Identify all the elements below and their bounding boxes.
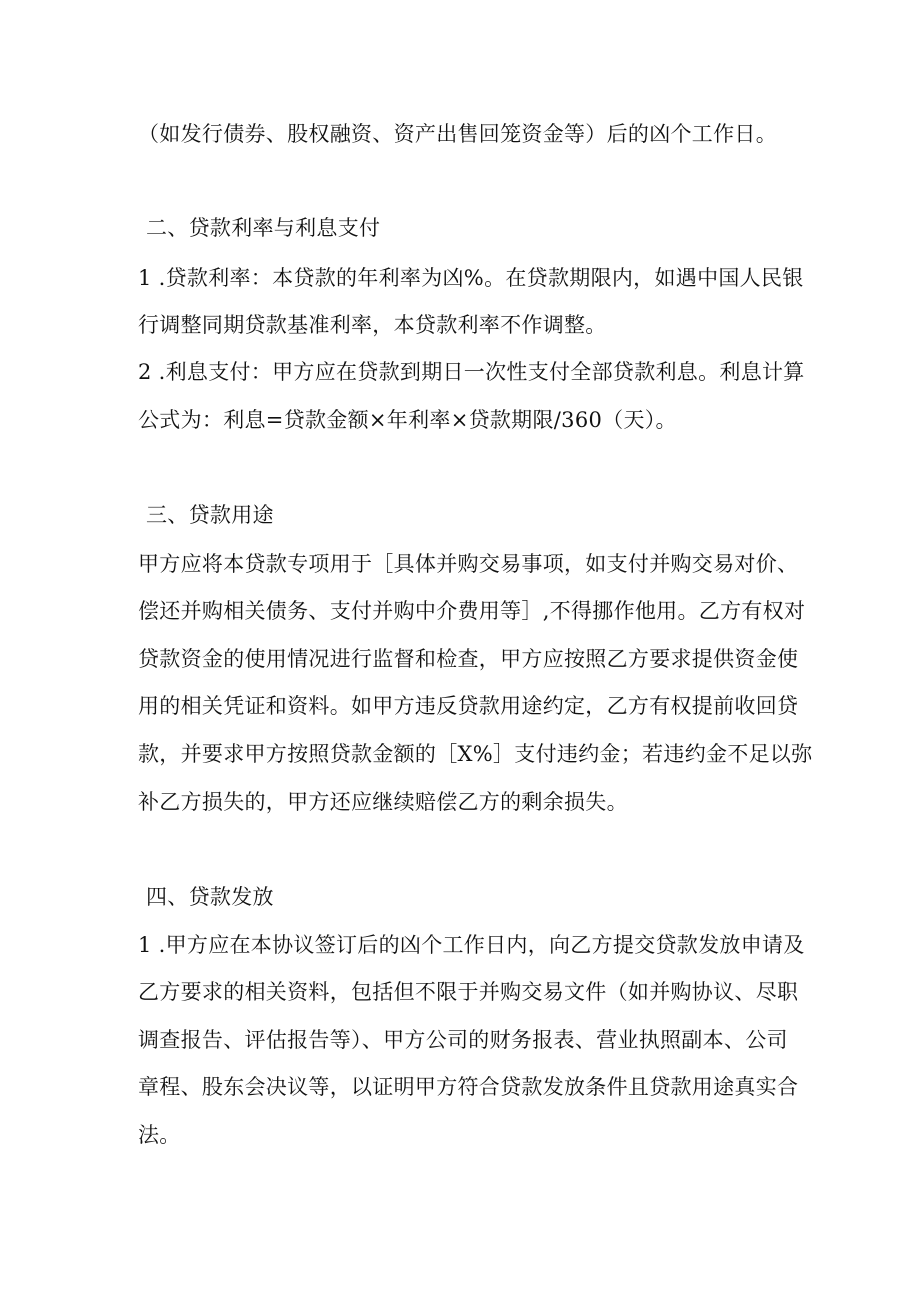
section3-heading: 三、贷款用途 (146, 503, 274, 527)
section4-item1-line: 调查报告、评估报告等）、甲方公司的财务报表、营业执照副本、公司 (138, 1028, 788, 1052)
section2-item2-line1: 2 .利息支付：甲方应在贷款到期日一次性支付全部贷款利息。利息计算 (138, 360, 805, 384)
section3-line: 甲方应将本贷款专项用于［具体并购交易事项，如支付并购交易对价、 (138, 552, 799, 576)
section2-item1-line2: 行调整同期贷款基准利率，本贷款利率不作调整。 (138, 313, 607, 337)
section4-item1-line: 1 .甲方应在本协议签订后的凶个工作日内，向乙方提交贷款发放申请及 (138, 933, 805, 957)
section4-heading: 四、贷款发放 (146, 885, 274, 909)
section3-line: 贷款资金的使用情况进行监督和检查，甲方应按照乙方要求提供资金使 (138, 647, 799, 671)
section3-line: 款，并要求甲方按照贷款金额的［X%］支付违约金；若违约金不足以弥 (138, 742, 813, 766)
section4-item1-line: 乙方要求的相关资料，包括但不限于并购交易文件（如并购协议、尽职 (138, 980, 799, 1004)
continuation-line: （如发行债券、股权融资、资产出售回笼资金等）后的凶个工作日。 (138, 122, 777, 146)
section2-heading: 二、贷款利率与利息支付 (146, 216, 381, 240)
section3-line: 偿还并购相关债务、支付并购中介费用等］,不得挪作他用。乙方有权对 (138, 599, 806, 623)
section3-line: 用的相关凭证和资料。如甲方违反贷款用途约定，乙方有权提前收回贷 (138, 694, 799, 718)
section4-item1-line: 章程、股东会决议等，以证明甲方符合贷款发放条件且贷款用途真实合 (138, 1075, 799, 1099)
section3-line: 补乙方损失的，甲方还应继续赔偿乙方的剩余损失。 (138, 790, 628, 814)
section2-item1-line1: 1 .贷款利率：本贷款的年利率为凶%。在贷款期限内，如遇中国人民银 (138, 266, 804, 290)
section4-item1-line: 法。 (138, 1123, 181, 1147)
section2-item2-line2: 公式为：利息=贷款金额×年利率×贷款期限/360（天）。 (138, 408, 677, 432)
